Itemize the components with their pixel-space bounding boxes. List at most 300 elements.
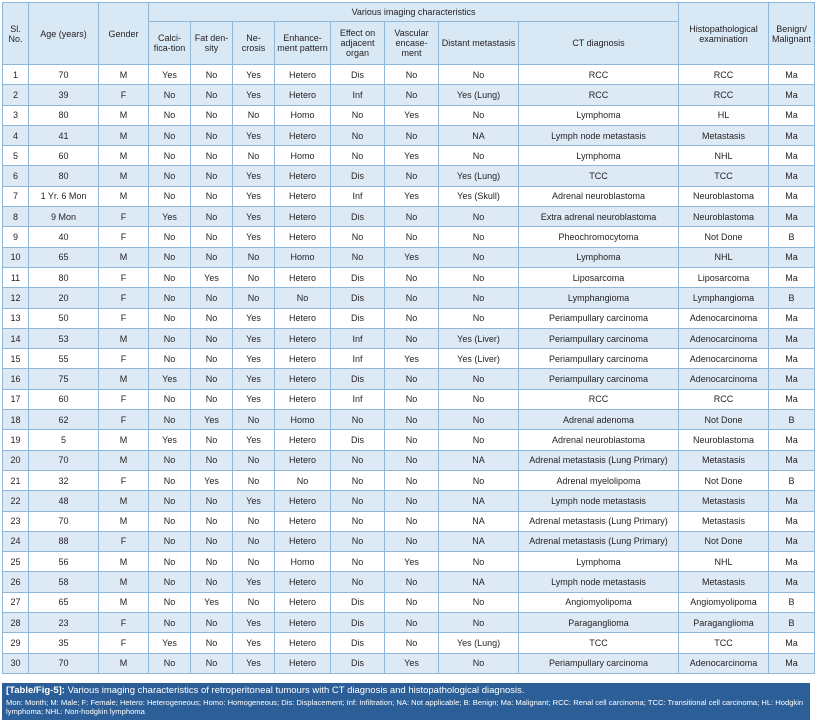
table-cell: Yes [233,653,275,673]
table-cell: M [99,430,149,450]
table-cell: B [769,470,815,490]
table-cell: Lymph node metastasis [519,125,679,145]
table-cell: No [331,511,385,531]
table-cell: Extra adrenal neuroblastoma [519,207,679,227]
table-cell: F [99,349,149,369]
table-cell: 53 [29,328,99,348]
table-cell: 41 [29,125,99,145]
table-row [3,552,815,572]
table-cell: Periampullary carcinoma [519,349,679,369]
table-cell: Ma [769,389,815,409]
group-header-imaging: Various imaging characteristics [149,3,679,22]
table-cell: 2 [3,85,29,105]
table-cell: 29 [3,633,29,653]
table-cell: Hetero [275,227,331,247]
column-header-necrosis: Ne-crosis [233,22,275,65]
table-cell: 65 [29,247,99,267]
table-cell: M [99,450,149,470]
table-cell: TCC [679,633,769,653]
table-cell: No [191,105,233,125]
table-cell: 11 [3,267,29,287]
table-cell: NHL [679,552,769,572]
table-row [3,105,815,125]
table-cell: 58 [29,572,99,592]
table-cell: 13 [3,308,29,328]
table-cell: No [149,267,191,287]
table-cell: No [191,227,233,247]
table-cell: No [233,105,275,125]
table-cell: Adrenal metastasis (Lung Primary) [519,511,679,531]
table-cell: TCC [519,166,679,186]
table-row [3,592,815,612]
table-cell: 23 [3,511,29,531]
table-cell: Ma [769,450,815,470]
table-cell: No [385,267,439,287]
table-cell: 1 Yr. 6 Mon [29,186,99,206]
table-cell: No [191,146,233,166]
table-cell: NHL [679,146,769,166]
table-cell: Lymphoma [519,105,679,125]
table-cell: Ma [769,430,815,450]
table-cell: No [275,288,331,308]
table-cell: Hetero [275,65,331,85]
table-cell: No [149,85,191,105]
table-cell: No [191,308,233,328]
table-cell: 14 [3,328,29,348]
table-cell: Yes [233,227,275,247]
table-cell: No [331,572,385,592]
table-cell: No [385,65,439,85]
table-row [3,247,815,267]
table-cell: Yes [385,186,439,206]
table-cell: Hetero [275,633,331,653]
table-row [3,613,815,633]
table-cell: Lymphangioma [679,288,769,308]
table-cell: Yes [233,572,275,592]
table-cell: Yes [385,552,439,572]
table-cell: HL [679,105,769,125]
table-cell: Ma [769,491,815,511]
table-cell: Hetero [275,125,331,145]
table-cell: Ma [769,308,815,328]
table-cell: No [149,572,191,592]
table-cell: RCC [679,65,769,85]
table-cell: 75 [29,369,99,389]
column-header-fat-density: Fat den-sity [191,22,233,65]
table-cell: Lymphoma [519,247,679,267]
table-cell: Homo [275,146,331,166]
table-cell: Ma [769,531,815,551]
table-cell: Yes (Skull) [439,186,519,206]
table-cell: No [191,288,233,308]
table-cell: No [191,207,233,227]
table-cell: F [99,267,149,287]
table-cell: No [439,470,519,490]
table-cell: No [149,105,191,125]
table-cell: Yes [191,592,233,612]
table-cell: Dis [331,369,385,389]
table-cell: No [149,349,191,369]
table-cell: No [385,430,439,450]
table-cell: Ma [769,207,815,227]
table-cell: M [99,653,149,673]
table-cell: 70 [29,65,99,85]
table-cell: 22 [3,491,29,511]
table-cell: No [439,146,519,166]
caption-text: Various imaging characteristics of retroperitoneal tumours with CT diagnosis and histopathological diagnosis. [67,685,525,696]
table-cell: No [191,531,233,551]
table-row [3,410,815,430]
table-cell: NA [439,125,519,145]
table-cell: Hetero [275,531,331,551]
table-cell: Neuroblastoma [679,207,769,227]
table-cell: No [233,470,275,490]
table-row [3,267,815,287]
table-cell: 56 [29,552,99,572]
table-cell: 55 [29,349,99,369]
table-cell: Periampullary carcinoma [519,308,679,328]
table-cell: 3 [3,105,29,125]
table-cell: Paraganglioma [679,613,769,633]
table-cell: Yes [233,85,275,105]
table-cell: Metastasis [679,450,769,470]
table-cell: Adrenal adenoma [519,410,679,430]
table-cell: No [149,288,191,308]
table-cell: Adrenal neuroblastoma [519,186,679,206]
table-cell: M [99,592,149,612]
caption-label: [Table/Fig-5]: [6,685,65,696]
table-cell: Adenocarcinoma [679,369,769,389]
table-cell: Lymph node metastasis [519,491,679,511]
table-cell: No [233,450,275,470]
table-cell: No [233,247,275,267]
table-cell: NA [439,531,519,551]
table-cell: Periampullary carcinoma [519,653,679,673]
table-cell: Yes [385,105,439,125]
table-cell: No [385,633,439,653]
table-cell: 70 [29,450,99,470]
table-cell: No [439,308,519,328]
data-table-wrapper [2,2,814,674]
table-cell: 80 [29,267,99,287]
table-cell: F [99,613,149,633]
table-cell: M [99,186,149,206]
table-cell: 35 [29,633,99,653]
table-row [3,65,815,85]
table-cell: Yes [149,65,191,85]
table-cell: M [99,552,149,572]
table-cell: No [385,166,439,186]
table-cell: Ma [769,511,815,531]
table-cell: Lymphoma [519,552,679,572]
column-header-adjacent-organ: Effect on adjacent organ [331,22,385,65]
table-cell: B [769,592,815,612]
table-cell: Not Done [679,410,769,430]
table-cell: 28 [3,613,29,633]
table-cell: Yes (Liver) [439,328,519,348]
table-cell: Yes (Lung) [439,166,519,186]
table-cell: Yes [233,65,275,85]
table-cell: F [99,470,149,490]
table-cell: Yes [233,328,275,348]
table-cell: 5 [29,430,99,450]
table-cell: 7 [3,186,29,206]
table-cell: NA [439,491,519,511]
table-cell: Neuroblastoma [679,430,769,450]
table-cell: Lymphoma [519,146,679,166]
table-cell: 25 [3,552,29,572]
table-cell: No [191,186,233,206]
table-cell: Dis [331,653,385,673]
table-cell: 40 [29,227,99,247]
table-cell: 80 [29,105,99,125]
table-cell: No [439,389,519,409]
table-cell: Homo [275,105,331,125]
table-cell: Dis [331,65,385,85]
table-cell: 48 [29,491,99,511]
table-cell: Lymph node metastasis [519,572,679,592]
table-cell: 12 [3,288,29,308]
table-cell: Angiomyolipoma [519,592,679,612]
table-cell: Not Done [679,470,769,490]
table-cell: Yes (Lung) [439,633,519,653]
table-cell: No [191,166,233,186]
table-cell: No [439,653,519,673]
table-cell: 9 [3,227,29,247]
table-cell: No [439,369,519,389]
table-cell: No [331,552,385,572]
table-cell: Dis [331,430,385,450]
table-cell: TCC [679,166,769,186]
table-row [3,125,815,145]
table-cell: Dis [331,288,385,308]
table-cell: No [233,267,275,287]
table-cell: Periampullary carcinoma [519,328,679,348]
table-cell: Adenocarcinoma [679,349,769,369]
table-cell: 62 [29,410,99,430]
table-cell: Metastasis [679,572,769,592]
table-cell: Hetero [275,613,331,633]
table-cell: No [191,125,233,145]
table-cell: 60 [29,146,99,166]
table-cell: Yes [385,349,439,369]
table-cell: No [385,450,439,470]
table-cell: B [769,410,815,430]
table-cell: No [149,450,191,470]
table-cell: Hetero [275,653,331,673]
table-cell: RCC [519,389,679,409]
table-row [3,186,815,206]
table-cell: Periampullary carcinoma [519,369,679,389]
table-cell: M [99,65,149,85]
table-cell: No [191,511,233,531]
column-header-vascular: Vascular encase-ment [385,22,439,65]
table-row [3,85,815,105]
table-cell: B [769,288,815,308]
table-cell: Hetero [275,85,331,105]
table-cell: Not Done [679,531,769,551]
table-cell: 65 [29,592,99,612]
table-cell: Hetero [275,349,331,369]
table-row [3,146,815,166]
table-cell: NA [439,511,519,531]
table-cell: No [385,389,439,409]
table-row [3,166,815,186]
table-cell: Yes [233,633,275,653]
table-row [3,491,815,511]
table-cell: Dis [331,308,385,328]
table-cell: M [99,105,149,125]
table-cell: Ma [769,65,815,85]
table-row [3,572,815,592]
table-row [3,653,815,673]
table-cell: Ma [769,369,815,389]
table-cell: No [191,85,233,105]
table-cell: Dis [331,166,385,186]
table-cell: Yes [233,613,275,633]
table-cell: No [439,592,519,612]
table-cell: M [99,247,149,267]
table-cell: Neuroblastoma [679,186,769,206]
table-cell: Hetero [275,369,331,389]
table-cell: No [275,470,331,490]
table-cell: Yes [233,166,275,186]
table-cell: No [191,572,233,592]
table-cell: No [233,511,275,531]
table-cell: Yes [385,653,439,673]
column-header-age: Age (years) [29,3,99,65]
table-cell: 20 [3,450,29,470]
table-cell: Ma [769,349,815,369]
column-header-metastasis: Distant metastasis [439,22,519,65]
table-cell: No [331,105,385,125]
table-cell: Inf [331,85,385,105]
table-cell: Metastasis [679,125,769,145]
table-cell: No [149,470,191,490]
table-cell: Hetero [275,450,331,470]
table-cell: No [385,125,439,145]
table-cell: 9 Mon [29,207,99,227]
column-header-sl-no: Sl. No. [3,3,29,65]
table-cell: RCC [519,85,679,105]
table-cell: M [99,166,149,186]
table-cell: No [385,470,439,490]
table-cell: No [233,410,275,430]
table-cell: No [331,146,385,166]
table-cell: Dis [331,592,385,612]
table-cell: 18 [3,410,29,430]
table-row [3,389,815,409]
table-cell: F [99,531,149,551]
table-cell: Yes [149,369,191,389]
table-cell: No [385,308,439,328]
table-cell: Yes [233,491,275,511]
table-cell: 10 [3,247,29,267]
table-cell: F [99,227,149,247]
table-cell: RCC [679,85,769,105]
table-cell: 39 [29,85,99,105]
table-cell: No [233,592,275,612]
column-header-calcification: Calci-fica-tion [149,22,191,65]
table-cell: No [233,531,275,551]
table-row [3,227,815,247]
table-cell: Adenocarcinoma [679,328,769,348]
table-row [3,450,815,470]
table-cell: Hetero [275,166,331,186]
table-cell: Dis [331,613,385,633]
table-cell: Yes [233,308,275,328]
table-cell: No [331,125,385,145]
table-cell: F [99,389,149,409]
table-cell: Adrenal myelolipoma [519,470,679,490]
table-cell: No [191,369,233,389]
table-cell: Homo [275,410,331,430]
table-cell: No [439,267,519,287]
table-cell: 4 [3,125,29,145]
table-cell: No [439,288,519,308]
table-cell: Yes [149,207,191,227]
table-cell: Yes (Lung) [439,85,519,105]
table-cell: No [385,491,439,511]
table-cell: No [385,613,439,633]
table-cell: 17 [3,389,29,409]
table-cell: 23 [29,613,99,633]
table-cell: Hetero [275,328,331,348]
table-row [3,531,815,551]
imaging-characteristics-table [2,2,815,674]
table-cell: Dis [331,207,385,227]
table-cell: M [99,572,149,592]
table-cell: No [149,186,191,206]
table-row [3,288,815,308]
caption-abbreviations: Mon: Month; M: Male; F: Female; Hetero: Heterogeneous; Homo: Homogeneous; Dis: Displacement; Inf: Infiltration; NA: Not applicable; B: Benign; Ma: Malignant; RCC: Renal cell carcinoma; TCC: Transitional cell carcinoma; HL: Hodgkin lymphoma; NHL: Non-hodgkin lymphoma [6,698,804,716]
table-cell: TCC [519,633,679,653]
table-cell: No [149,531,191,551]
table-cell: Ma [769,247,815,267]
table-cell: Ma [769,85,815,105]
table-cell: 70 [29,653,99,673]
table-cell: No [385,288,439,308]
table-cell: F [99,308,149,328]
table-row [3,470,815,490]
table-row [3,369,815,389]
table-cell: Yes [233,207,275,227]
table-cell: RCC [679,389,769,409]
column-header-ct-diagnosis: CT diagnosis [519,22,679,65]
table-cell: No [233,146,275,166]
column-header-histopathology: Histopathological examination [679,3,769,65]
table-cell: No [385,511,439,531]
table-cell: No [149,389,191,409]
table-cell: Ma [769,166,815,186]
table-cell: Yes [385,146,439,166]
table-cell: No [191,491,233,511]
table-cell: 32 [29,470,99,490]
table-cell: Homo [275,247,331,267]
table-cell: Ma [769,125,815,145]
table-cell: Pheochromocytoma [519,227,679,247]
table-cell: Yes [149,430,191,450]
table-cell: No [331,410,385,430]
table-cell: M [99,511,149,531]
table-cell: 88 [29,531,99,551]
table-cell: 21 [3,470,29,490]
table-cell: 1 [3,65,29,85]
table-cell: Hetero [275,207,331,227]
table-cell: M [99,146,149,166]
table-cell: No [439,65,519,85]
table-cell: Not Done [679,227,769,247]
